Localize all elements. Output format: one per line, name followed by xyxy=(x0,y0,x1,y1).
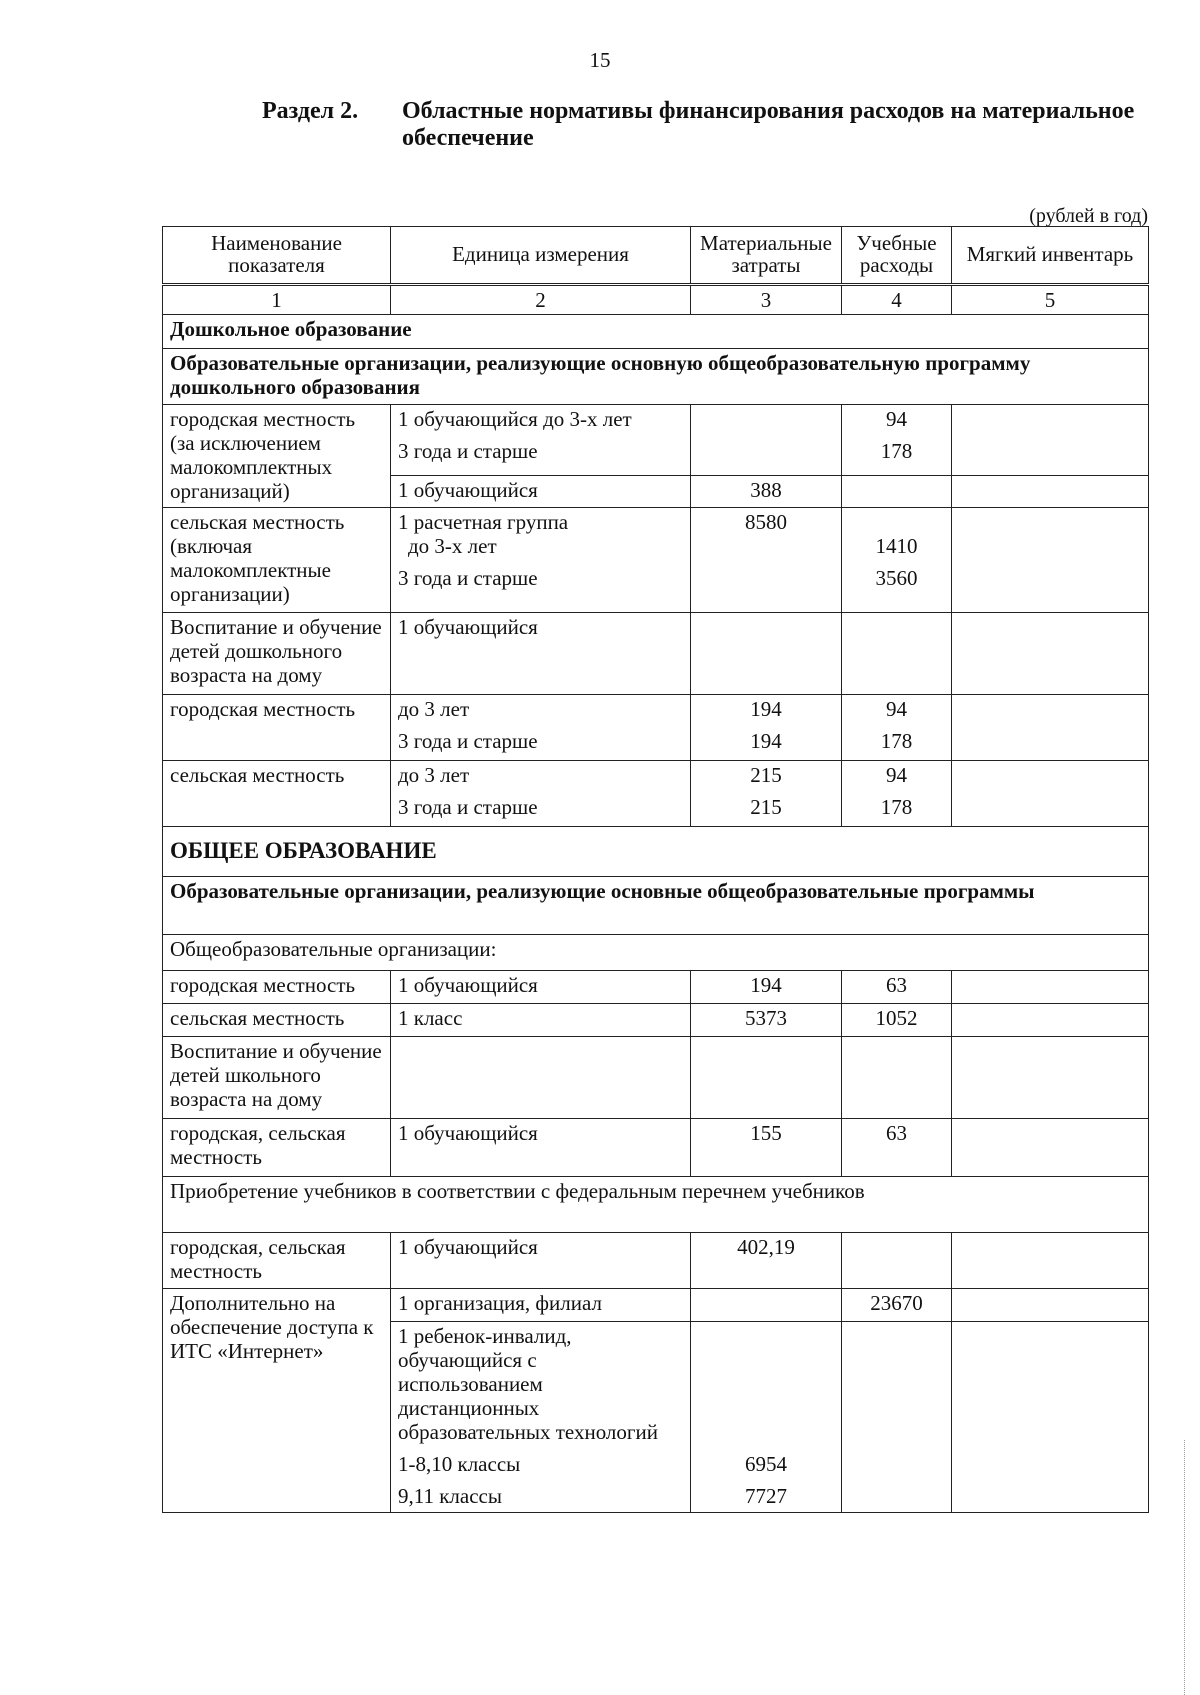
material-cell: 402,19 xyxy=(691,1233,842,1289)
soft-cell xyxy=(952,761,1149,827)
edu-cell xyxy=(842,761,952,827)
table-row xyxy=(163,1004,1149,1037)
unit-line: 1 обучающийся до 3-х лет xyxy=(398,407,632,431)
unit-line: 3 года и старше xyxy=(398,729,538,753)
unit-cell xyxy=(391,1037,691,1119)
value: 215 xyxy=(750,795,782,819)
col-number: 5 xyxy=(952,285,1149,315)
col-header-name: Наименование показателя xyxy=(163,227,391,285)
edu-cell: 63 xyxy=(842,971,952,1004)
edu-cell xyxy=(842,508,952,613)
table-row xyxy=(163,1289,1149,1322)
col-header-soft: Мягкий инвентарь xyxy=(952,227,1149,285)
material-cell: 155 xyxy=(691,1119,842,1177)
row-label: городская, сельская местность xyxy=(163,1119,391,1177)
material-cell xyxy=(691,1322,842,1513)
unit-cell xyxy=(391,508,691,613)
soft-cell xyxy=(952,405,1149,476)
subsection-title-general: Образовательные организации, реализующие основные общеобразовательные программы xyxy=(163,877,1149,935)
group-label-orgs: Общеобразовательные организации: xyxy=(163,935,1149,971)
edu-cell xyxy=(842,1233,952,1289)
table-row xyxy=(163,1037,1149,1119)
value: 178 xyxy=(880,439,913,463)
unit-line: 3 года и старше xyxy=(398,439,538,463)
material-cell xyxy=(691,1037,842,1119)
table-row xyxy=(163,761,1149,827)
row-label: городская местность (за исключением малокомплектных организаций) xyxy=(163,405,391,508)
value: 178 xyxy=(880,729,913,753)
unit-cell: 1 организация, филиал xyxy=(391,1289,691,1322)
edu-cell: 63 xyxy=(842,1119,952,1177)
unit-cell xyxy=(391,695,691,761)
edu-cell xyxy=(842,695,952,761)
soft-cell xyxy=(952,1037,1149,1119)
value: 194 xyxy=(750,697,782,721)
unit-line: до 3-х лет xyxy=(408,534,497,558)
soft-cell xyxy=(952,613,1149,695)
value: 94 xyxy=(886,407,907,431)
table-row xyxy=(163,1119,1149,1177)
edu-cell xyxy=(842,405,952,476)
soft-cell xyxy=(952,1233,1149,1289)
row-label: городская местность xyxy=(163,971,391,1004)
edu-cell xyxy=(842,613,952,695)
material-cell: 5373 xyxy=(691,1004,842,1037)
col-number: 3 xyxy=(691,285,842,315)
unit-line: 9,11 классы xyxy=(398,1484,502,1508)
table-row xyxy=(163,695,1149,761)
col-header-unit: Единица измерения xyxy=(391,227,691,285)
col-header-material: Материальные затраты xyxy=(691,227,842,285)
col-number: 1 xyxy=(163,285,391,315)
soft-cell xyxy=(952,475,1149,507)
soft-cell xyxy=(952,695,1149,761)
norms-table xyxy=(162,226,1149,1513)
page-number: 15 xyxy=(589,48,611,72)
subsection-title-preschool: Образовательные организации, реализующие основную общеобразовательную программу дошкольного образования xyxy=(163,349,1149,405)
edu-cell: 23670 xyxy=(842,1289,952,1322)
row-label: сельская местность xyxy=(163,761,391,827)
soft-cell xyxy=(952,971,1149,1004)
value: 7727 xyxy=(745,1484,787,1508)
material-cell: 388 xyxy=(691,475,842,507)
value: 178 xyxy=(880,795,913,819)
row-label: сельская местность xyxy=(163,1004,391,1037)
soft-cell xyxy=(952,508,1149,613)
unit-line: 1 расчетная группа xyxy=(398,510,569,534)
unit-cell: 1 обучающийся xyxy=(391,613,691,695)
table-row xyxy=(163,405,1149,476)
value: 94 xyxy=(886,763,907,787)
unit-line: 1-8,10 классы xyxy=(398,1452,521,1476)
header-row xyxy=(163,227,1149,285)
units-note: (рублей в год) xyxy=(1029,205,1148,227)
col-header-edu: Учебные расходы xyxy=(842,227,952,285)
value: 194 xyxy=(750,729,782,753)
table-row xyxy=(163,971,1149,1004)
table-row xyxy=(163,1233,1149,1289)
unit-line: до 3 лет xyxy=(398,763,470,787)
group-row xyxy=(163,1177,1149,1233)
column-numbers-row xyxy=(163,285,1149,315)
edu-cell xyxy=(842,1322,952,1513)
table-row xyxy=(163,613,1149,695)
material-cell xyxy=(691,405,842,476)
section-title-preschool: Дошкольное образование xyxy=(163,315,1149,349)
material-cell: 194 xyxy=(691,971,842,1004)
value: 3560 xyxy=(875,566,918,590)
soft-cell xyxy=(952,1289,1149,1322)
material-cell xyxy=(691,1289,842,1322)
material-cell xyxy=(691,695,842,761)
scan-edge-line xyxy=(1184,1440,1186,1695)
unit-cell xyxy=(391,1322,691,1513)
row-label: сельская местность (включая малокомплектные организации) xyxy=(163,508,391,613)
group-row xyxy=(163,935,1149,971)
group-label-textbooks: Приобретение учебников в соответствии с федеральным перечнем учебников xyxy=(163,1177,1149,1233)
material-cell xyxy=(691,761,842,827)
subsection-row xyxy=(163,877,1149,935)
soft-cell xyxy=(952,1004,1149,1037)
unit-line: 3 года и старше xyxy=(398,566,538,590)
row-label: Дополнительно на обеспечение доступа к ИТС «Интернет» xyxy=(163,1289,391,1513)
value: 215 xyxy=(750,763,782,787)
row-label: Воспитание и обучение детей дошкольного возраста на дому xyxy=(163,613,391,695)
unit-cell: 1 обучающийся xyxy=(391,1233,691,1289)
section-row xyxy=(163,315,1149,349)
row-label: Воспитание и обучение детей школьного возраста на дому xyxy=(163,1037,391,1119)
value: 6954 xyxy=(745,1452,787,1476)
subsection-row xyxy=(163,349,1149,405)
row-label: городская, сельская местность xyxy=(163,1233,391,1289)
unit-cell: 1 обучающийся xyxy=(391,971,691,1004)
material-cell: 8580 xyxy=(691,508,842,613)
value: 94 xyxy=(886,697,907,721)
soft-cell xyxy=(952,1322,1149,1513)
table-row xyxy=(163,508,1149,613)
unit-cell xyxy=(391,405,691,476)
col-number: 4 xyxy=(842,285,952,315)
unit-cell: 1 обучающийся xyxy=(391,475,691,507)
unit-cell xyxy=(391,761,691,827)
material-cell xyxy=(691,613,842,695)
unit-cell: 1 обучающийся xyxy=(391,1119,691,1177)
edu-cell xyxy=(842,475,952,507)
edu-cell: 1052 xyxy=(842,1004,952,1037)
section-title-general: ОБЩЕЕ ОБРАЗОВАНИЕ xyxy=(163,827,1149,877)
section-row xyxy=(163,827,1149,877)
edu-cell xyxy=(842,1037,952,1119)
soft-cell xyxy=(952,1119,1149,1177)
value: 1410 xyxy=(875,534,918,558)
section-number: Раздел 2. xyxy=(262,98,359,124)
col-number: 2 xyxy=(391,285,691,315)
unit-line: до 3 лет xyxy=(398,697,470,721)
unit-line: 3 года и старше xyxy=(398,795,538,819)
unit-line: 1 ребенок-инвалид, обучающийся с использованием дистанционных образовательных технологий xyxy=(398,1324,658,1444)
unit-cell: 1 класс xyxy=(391,1004,691,1037)
section-title: Областные нормативы финансирования расходов на материальное обеспечение xyxy=(402,98,1135,151)
row-label: городская местность xyxy=(163,695,391,761)
